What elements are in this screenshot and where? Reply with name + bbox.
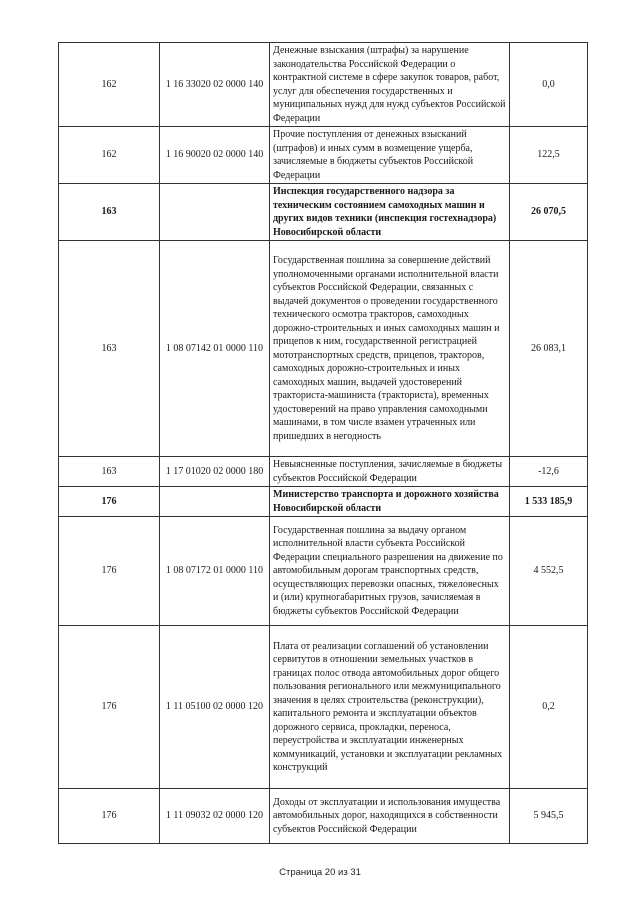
budget-code-cell: 1 11 09032 02 0000 120 xyxy=(160,789,270,844)
revenue-table xyxy=(58,42,588,844)
amount-cell: 0,0 xyxy=(510,43,588,127)
amount-cell: 4 552,5 xyxy=(510,517,588,626)
table-row-section xyxy=(59,184,588,241)
section-amount-cell: 26 070,5 xyxy=(510,184,588,241)
amount-cell: -12,6 xyxy=(510,457,588,487)
description-cell: Прочие поступления от денежных взысканий (штрафов) и иных сумм в возмещение ущерба, зачисляемые в бюджеты субъектов Российской Федерации xyxy=(270,127,510,184)
amount-cell: 5 945,5 xyxy=(510,789,588,844)
budget-code-cell: 1 16 90020 02 0000 140 xyxy=(160,127,270,184)
budget-code-cell: 1 16 33020 02 0000 140 xyxy=(160,43,270,127)
budget-code-cell xyxy=(160,487,270,517)
table-row xyxy=(59,43,588,127)
description-cell: Денежные взыскания (штрафы) за нарушение законодательства Российской Федерации о контрактной системе в сфере закупок товаров, работ, услуг для обеспечения государственных и муниципальных нужд для нужд субъектов Российской Федерации xyxy=(270,43,510,127)
admin-code-cell: 176 xyxy=(59,626,160,789)
admin-code-cell: 163 xyxy=(59,241,160,457)
budget-code-cell: 1 08 07172 01 0000 110 xyxy=(160,517,270,626)
amount-cell: 0,2 xyxy=(510,626,588,789)
table-row xyxy=(59,626,588,789)
budget-code-cell xyxy=(160,184,270,241)
section-title-cell: Министерство транспорта и дорожного хозяйства Новосибирской области xyxy=(270,487,510,517)
description-cell: Плата от реализации соглашений об установлении сервитутов в отношении земельных участков в границах полос отвода автомобильных дорог общего пользования регионального или межмуниципального значения в целях строительства (реконструкции), капитального ремонта и эксплуатации объектов дорожного сервиса, прокладки, переноса, переустройства и эксплуатации инженерных коммуникаций, установки и эксплуатации рекламных конструкций xyxy=(270,626,510,789)
admin-code-cell: 162 xyxy=(59,43,160,127)
description-cell: Государственная пошлина за выдачу органом исполнительной власти субъекта Российской Федерации специального разрешения на движение по автомобильным дорогам транспортных средств, осуществляющих перевозки опасных, тяжеловесных и (или) крупногабаритных грузов, зачисляемая в бюджеты субъектов Российской Федерации xyxy=(270,517,510,626)
section-amount-cell: 1 533 185,9 xyxy=(510,487,588,517)
table-row-section xyxy=(59,487,588,517)
amount-cell: 122,5 xyxy=(510,127,588,184)
admin-code-cell: 163 xyxy=(59,184,160,241)
budget-code-cell: 1 08 07142 01 0000 110 xyxy=(160,241,270,457)
admin-code-cell: 163 xyxy=(59,457,160,487)
table-row xyxy=(59,127,588,184)
admin-code-cell: 176 xyxy=(59,517,160,626)
amount-cell: 26 083,1 xyxy=(510,241,588,457)
section-title-cell: Инспекция государственного надзора за техническим состоянием самоходных машин и других видов техники (инспекция гостехнадзора) Новосибирской области xyxy=(270,184,510,241)
admin-code-cell: 176 xyxy=(59,487,160,517)
admin-code-cell: 162 xyxy=(59,127,160,184)
budget-code-cell: 1 17 01020 02 0000 180 xyxy=(160,457,270,487)
description-cell: Государственная пошлина за совершение действий уполномоченными органами исполнительной власти субъектов Российской Федерации, связанных с выдачей документов о проведении государственного технического осмотра тракторов, самоходных дорожно-строительных и иных самоходных машин и прицепов к ним, государственной регистрацией мототранспортных средств, прицепов, тракторов, самоходных дорожно-строительных и иных самоходных машин, выдачей удостоверений тракториста-машиниста (тракториста), временных удостоверений на право управления самоходными машинами, в том числе взамен утраченных или пришедших в негодность xyxy=(270,241,510,457)
page-number-footer: Страница 20 из 31 xyxy=(279,867,361,878)
budget-code-cell: 1 11 05100 02 0000 120 xyxy=(160,626,270,789)
description-cell: Невыясненные поступления, зачисляемые в бюджеты субъектов Российской Федерации xyxy=(270,457,510,487)
table-row xyxy=(59,789,588,844)
admin-code-cell: 176 xyxy=(59,789,160,844)
table-row xyxy=(59,241,588,457)
table-row xyxy=(59,517,588,626)
description-cell: Доходы от эксплуатации и использования имущества автомобильных дорог, находящихся в собственности субъектов Российской Федерации xyxy=(270,789,510,844)
table-row xyxy=(59,457,588,487)
